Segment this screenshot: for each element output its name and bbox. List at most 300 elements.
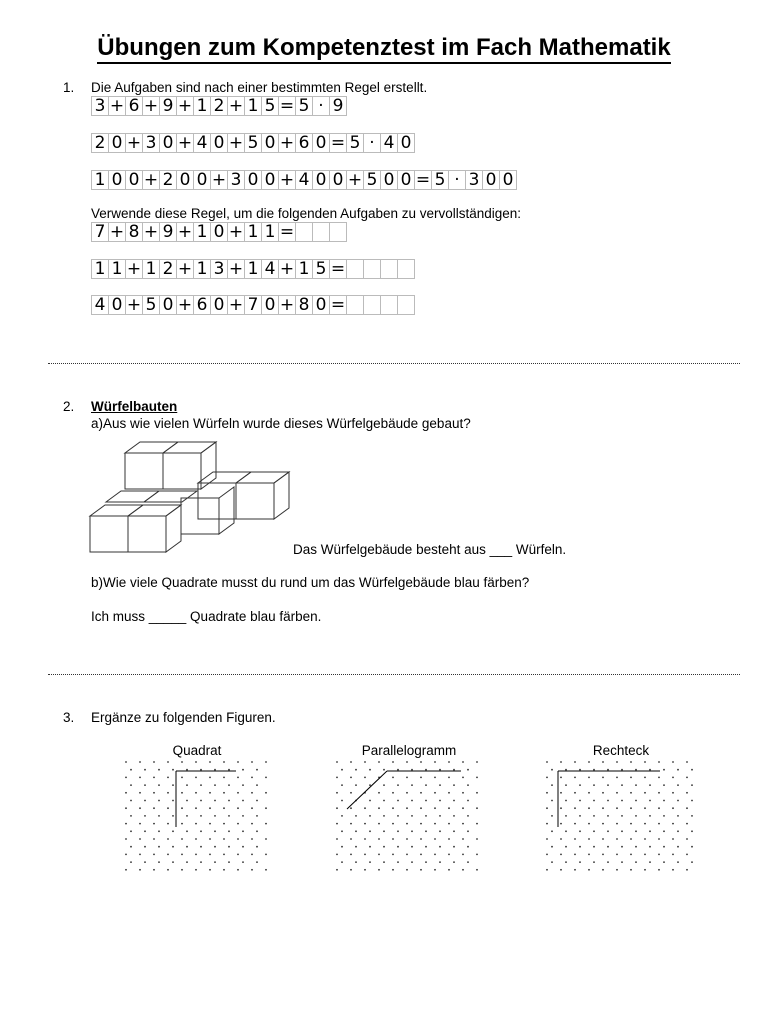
grid-dot bbox=[364, 869, 366, 871]
grid-dot bbox=[186, 861, 188, 863]
grid-dot bbox=[341, 815, 343, 817]
grid-dot bbox=[686, 854, 688, 856]
grid-dot bbox=[565, 800, 567, 802]
grid-dot bbox=[476, 869, 478, 871]
grid-dot bbox=[602, 807, 604, 809]
grid-dot bbox=[392, 792, 394, 794]
grid-dot bbox=[256, 784, 258, 786]
grid-dot bbox=[565, 784, 567, 786]
grid-dot bbox=[630, 777, 632, 779]
grid-dot bbox=[439, 846, 441, 848]
grid-dot bbox=[355, 861, 357, 863]
grid-dot bbox=[635, 784, 637, 786]
digit-cell: + bbox=[126, 294, 142, 315]
grid-dot bbox=[392, 777, 394, 779]
digit-cell: 0 bbox=[261, 133, 279, 153]
grid-dot bbox=[439, 861, 441, 863]
digit-cell: 0 bbox=[329, 170, 347, 190]
grid-dot bbox=[139, 869, 141, 871]
grid-dot bbox=[350, 854, 352, 856]
exercise-row-1[interactable] bbox=[91, 222, 347, 242]
grid-dot bbox=[560, 761, 562, 763]
grid-dot bbox=[223, 792, 225, 794]
grid-dot bbox=[265, 792, 267, 794]
grid-dot bbox=[130, 784, 132, 786]
grid-dot bbox=[467, 861, 469, 863]
grid-dot bbox=[237, 761, 239, 763]
grid-dot bbox=[649, 800, 651, 802]
grid-dot bbox=[560, 838, 562, 840]
answer-cell[interactable] bbox=[346, 259, 364, 279]
grid-dot bbox=[139, 761, 141, 763]
exercise-row-2[interactable] bbox=[91, 259, 415, 279]
cube-building-figure bbox=[88, 440, 296, 556]
grid-dot bbox=[153, 807, 155, 809]
grid-dot bbox=[242, 784, 244, 786]
digit-cell: 3 bbox=[210, 259, 228, 279]
grid-dot bbox=[139, 807, 141, 809]
grid-dot bbox=[355, 830, 357, 832]
grid-dot bbox=[593, 846, 595, 848]
grid-dot bbox=[125, 761, 127, 763]
grid-dot bbox=[406, 807, 408, 809]
grid-dot bbox=[350, 869, 352, 871]
grid-dot bbox=[649, 769, 651, 771]
grid-dot bbox=[439, 784, 441, 786]
grid-dot bbox=[378, 838, 380, 840]
grid-dot bbox=[630, 838, 632, 840]
grid-dot bbox=[448, 761, 450, 763]
example-row-1 bbox=[91, 96, 347, 116]
grid-dot bbox=[214, 784, 216, 786]
digit-cell: + bbox=[279, 169, 295, 190]
grid-dot bbox=[181, 854, 183, 856]
grid-dot bbox=[397, 830, 399, 832]
dot-grid-rectangle[interactable] bbox=[545, 760, 697, 880]
digit-cell: · bbox=[363, 133, 381, 153]
grid-dot bbox=[672, 854, 674, 856]
grid-dot bbox=[153, 823, 155, 825]
grid-dot bbox=[237, 792, 239, 794]
answer-cell[interactable] bbox=[397, 295, 415, 315]
digit-cell: 8 bbox=[295, 295, 313, 315]
grid-dot bbox=[658, 761, 660, 763]
grid-dot bbox=[195, 761, 197, 763]
digit-cell: 2 bbox=[159, 170, 177, 190]
digit-cell: 1 bbox=[261, 222, 279, 242]
grid-dot bbox=[256, 769, 258, 771]
grid-dot bbox=[237, 869, 239, 871]
grid-dot bbox=[153, 761, 155, 763]
grid-dot bbox=[364, 854, 366, 856]
grid-dot bbox=[242, 830, 244, 832]
digit-cell: 1 bbox=[91, 170, 109, 190]
grid-dot bbox=[265, 838, 267, 840]
grid-dot bbox=[448, 807, 450, 809]
digit-cell: 5 bbox=[346, 133, 364, 153]
grid-dot bbox=[448, 869, 450, 871]
grid-dot bbox=[677, 846, 679, 848]
grid-dot bbox=[186, 846, 188, 848]
grid-dot bbox=[663, 784, 665, 786]
grid-dot bbox=[200, 861, 202, 863]
grid-dot bbox=[560, 823, 562, 825]
grid-dot bbox=[551, 830, 553, 832]
answer-cell[interactable] bbox=[363, 295, 381, 315]
grid-dot bbox=[158, 830, 160, 832]
page-title bbox=[0, 34, 768, 62]
grid-dot bbox=[251, 869, 253, 871]
grid-dot bbox=[439, 830, 441, 832]
grid-dot bbox=[644, 777, 646, 779]
grid-dot bbox=[644, 823, 646, 825]
grid-dot bbox=[195, 838, 197, 840]
dot-grid-square[interactable] bbox=[124, 760, 272, 880]
grid-dot bbox=[448, 838, 450, 840]
grid-dot bbox=[158, 769, 160, 771]
grid-dot bbox=[378, 869, 380, 871]
figure-label-parallelogram: Parallelogramm bbox=[361, 743, 457, 758]
grid-dot bbox=[130, 800, 132, 802]
grid-dot bbox=[565, 830, 567, 832]
digit-cell: 4 bbox=[380, 133, 398, 153]
task2-heading: Würfelbauten bbox=[91, 399, 178, 414]
grid-dot bbox=[476, 854, 478, 856]
grid-dot bbox=[214, 846, 216, 848]
section-divider-2 bbox=[48, 674, 740, 675]
grid-dot bbox=[341, 769, 343, 771]
digit-cell: 2 bbox=[159, 259, 177, 279]
grid-dot bbox=[574, 761, 576, 763]
digit-cell: 0 bbox=[210, 295, 228, 315]
grid-dot bbox=[195, 869, 197, 871]
grid-dot bbox=[355, 846, 357, 848]
grid-dot bbox=[237, 823, 239, 825]
grid-dot bbox=[658, 854, 660, 856]
grid-dot bbox=[364, 838, 366, 840]
cube-front-left bbox=[90, 505, 143, 552]
grid-dot bbox=[214, 861, 216, 863]
grid-dot bbox=[663, 800, 665, 802]
grid-dot bbox=[616, 777, 618, 779]
digit-cell: 5 bbox=[431, 170, 449, 190]
grid-dot bbox=[214, 815, 216, 817]
grid-dot bbox=[588, 869, 590, 871]
grid-dot bbox=[172, 769, 174, 771]
answer-cell[interactable] bbox=[312, 222, 330, 242]
digit-cell: 1 bbox=[244, 259, 262, 279]
digit-cell: + bbox=[143, 95, 159, 116]
grid-dot bbox=[588, 838, 590, 840]
digit-cell: + bbox=[177, 132, 193, 153]
grid-dot bbox=[228, 830, 230, 832]
grid-dot bbox=[242, 861, 244, 863]
figure-label-rectangle: Rechteck bbox=[592, 743, 650, 758]
task3-instruction: Ergänze zu folgenden Figuren. bbox=[91, 710, 276, 725]
grid-dot bbox=[462, 777, 464, 779]
cube-mid-center-top bbox=[144, 491, 197, 502]
grid-dot bbox=[392, 869, 394, 871]
grid-dot bbox=[663, 861, 665, 863]
grid-dot bbox=[378, 823, 380, 825]
grid-dot bbox=[448, 777, 450, 779]
grid-dot bbox=[593, 800, 595, 802]
grid-dot bbox=[172, 800, 174, 802]
grid-dot bbox=[411, 815, 413, 817]
grid-dot bbox=[644, 761, 646, 763]
grid-dot bbox=[658, 869, 660, 871]
grid-dot bbox=[420, 854, 422, 856]
digit-cell: 0 bbox=[397, 170, 415, 190]
digit-cell: 0 bbox=[397, 133, 415, 153]
digit-cell: 0 bbox=[499, 170, 517, 190]
grid-dot bbox=[425, 784, 427, 786]
grid-dot bbox=[383, 769, 385, 771]
grid-dot bbox=[602, 761, 604, 763]
grid-dot bbox=[434, 807, 436, 809]
grid-dot bbox=[420, 792, 422, 794]
digit-cell: 0 bbox=[261, 295, 279, 315]
grid-dot bbox=[579, 769, 581, 771]
digit-cell: 1 bbox=[193, 259, 211, 279]
grid-dot bbox=[364, 823, 366, 825]
grid-dot bbox=[355, 815, 357, 817]
digit-cell: 0 bbox=[176, 170, 194, 190]
digit-cell: + bbox=[177, 221, 193, 242]
grid-dot bbox=[209, 792, 211, 794]
grid-dot bbox=[462, 838, 464, 840]
digit-cell: 3 bbox=[465, 170, 483, 190]
grid-dot bbox=[560, 854, 562, 856]
digit-cell: + bbox=[126, 132, 142, 153]
grid-dot bbox=[476, 823, 478, 825]
grid-dot bbox=[383, 846, 385, 848]
grid-dot bbox=[341, 830, 343, 832]
digit-cell: 7 bbox=[244, 295, 262, 315]
grid-dot bbox=[383, 784, 385, 786]
grid-dot bbox=[677, 769, 679, 771]
digit-cell: + bbox=[279, 132, 295, 153]
task2-question-a: a)Aus wie vielen Würfeln wurde dieses Würfelgebäude gebaut? bbox=[91, 416, 471, 431]
grid-dot bbox=[392, 761, 394, 763]
digit-cell: + bbox=[177, 95, 193, 116]
grid-dot bbox=[644, 838, 646, 840]
grid-dot bbox=[434, 854, 436, 856]
grid-dot bbox=[434, 777, 436, 779]
task1-instruction: Verwende diese Regel, um die folgenden Aufgaben zu vervollständigen: bbox=[91, 206, 522, 221]
digit-cell: 4 bbox=[261, 259, 279, 279]
grid-dot bbox=[672, 838, 674, 840]
grid-dot bbox=[635, 815, 637, 817]
grid-dot bbox=[546, 854, 548, 856]
grid-dot bbox=[579, 846, 581, 848]
grid-dot bbox=[630, 869, 632, 871]
grid-dot bbox=[420, 823, 422, 825]
grid-dot bbox=[383, 830, 385, 832]
grid-dot bbox=[677, 861, 679, 863]
grid-dot bbox=[186, 784, 188, 786]
grid-dot bbox=[677, 784, 679, 786]
grid-dot bbox=[369, 830, 371, 832]
grid-dot bbox=[663, 846, 665, 848]
answer-cell[interactable] bbox=[380, 259, 398, 279]
digit-cell: 1 bbox=[244, 96, 262, 116]
grid-dot bbox=[158, 784, 160, 786]
grid-dot bbox=[181, 792, 183, 794]
grid-dot bbox=[350, 777, 352, 779]
grid-dot bbox=[355, 784, 357, 786]
digit-cell: 0 bbox=[210, 222, 228, 242]
grid-dot bbox=[574, 792, 576, 794]
grid-dot bbox=[453, 800, 455, 802]
grid-dot bbox=[602, 823, 604, 825]
grid-dot bbox=[621, 800, 623, 802]
digit-cell: 5 bbox=[363, 170, 381, 190]
digit-cell: 4 bbox=[91, 295, 109, 315]
grid-dot bbox=[228, 846, 230, 848]
grid-dot bbox=[579, 784, 581, 786]
grid-dot bbox=[677, 800, 679, 802]
grid-dot bbox=[209, 777, 211, 779]
answer-cell[interactable] bbox=[295, 222, 313, 242]
grid-dot bbox=[369, 846, 371, 848]
digit-cell: + bbox=[109, 221, 125, 242]
grid-dot bbox=[546, 807, 548, 809]
cube-back-mid bbox=[198, 472, 251, 519]
grid-dot bbox=[383, 800, 385, 802]
answer-cell[interactable] bbox=[329, 222, 347, 242]
grid-dot bbox=[663, 769, 665, 771]
grid-dot bbox=[209, 869, 211, 871]
exercise-row-3[interactable] bbox=[91, 295, 415, 315]
grid-dot bbox=[153, 777, 155, 779]
digit-cell: 1 bbox=[193, 222, 211, 242]
grid-dot bbox=[649, 846, 651, 848]
grid-dot bbox=[392, 854, 394, 856]
grid-dot bbox=[607, 784, 609, 786]
grid-dot bbox=[144, 800, 146, 802]
grid-dot bbox=[411, 784, 413, 786]
grid-dot bbox=[467, 815, 469, 817]
grid-dot bbox=[406, 792, 408, 794]
grid-dot bbox=[369, 815, 371, 817]
grid-dot bbox=[251, 777, 253, 779]
grid-dot bbox=[139, 838, 141, 840]
grid-dot bbox=[602, 777, 604, 779]
digit-cell: 0 bbox=[482, 170, 500, 190]
grid-dot bbox=[242, 800, 244, 802]
grid-dot bbox=[350, 838, 352, 840]
grid-dot bbox=[551, 784, 553, 786]
grid-dot bbox=[411, 846, 413, 848]
answer-cell[interactable] bbox=[397, 259, 415, 279]
digit-cell: = bbox=[279, 95, 295, 116]
grid-dot bbox=[406, 854, 408, 856]
grid-dot bbox=[265, 807, 267, 809]
grid-dot bbox=[369, 769, 371, 771]
digit-cell: 0 bbox=[312, 133, 330, 153]
grid-dot bbox=[672, 777, 674, 779]
grid-dot bbox=[130, 815, 132, 817]
grid-dot bbox=[691, 784, 693, 786]
grid-dot bbox=[181, 777, 183, 779]
grid-dot bbox=[588, 761, 590, 763]
grid-dot bbox=[336, 854, 338, 856]
digit-cell: 6 bbox=[295, 133, 313, 153]
digit-cell: 1 bbox=[244, 222, 262, 242]
digit-cell: + bbox=[177, 294, 193, 315]
grid-dot bbox=[616, 823, 618, 825]
grid-dot bbox=[228, 784, 230, 786]
grid-dot bbox=[223, 823, 225, 825]
grid-dot bbox=[336, 777, 338, 779]
digit-cell: 5 bbox=[312, 259, 330, 279]
grid-dot bbox=[125, 777, 127, 779]
digit-cell: = bbox=[330, 132, 346, 153]
grid-dot bbox=[686, 777, 688, 779]
answer-cell[interactable] bbox=[363, 259, 381, 279]
task2-answer-b: Ich muss _____ Quadrate blau färben. bbox=[91, 609, 322, 624]
grid-dot bbox=[420, 869, 422, 871]
grid-dot bbox=[560, 777, 562, 779]
grid-dot bbox=[125, 838, 127, 840]
grid-dot bbox=[139, 854, 141, 856]
grid-dot bbox=[434, 761, 436, 763]
grid-dot bbox=[565, 846, 567, 848]
grid-dot bbox=[686, 792, 688, 794]
grid-dot bbox=[579, 815, 581, 817]
grid-dot bbox=[658, 792, 660, 794]
digit-cell: + bbox=[228, 95, 244, 116]
grid-dot bbox=[256, 800, 258, 802]
grid-dot bbox=[658, 807, 660, 809]
grid-dot bbox=[167, 792, 169, 794]
grid-dot bbox=[350, 761, 352, 763]
grid-dot bbox=[574, 854, 576, 856]
grid-dot bbox=[158, 815, 160, 817]
grid-dot bbox=[453, 861, 455, 863]
grid-dot bbox=[588, 823, 590, 825]
digit-cell: 5 bbox=[244, 133, 262, 153]
grid-dot bbox=[172, 861, 174, 863]
grid-dot bbox=[607, 846, 609, 848]
grid-dot bbox=[378, 854, 380, 856]
grid-dot bbox=[181, 823, 183, 825]
grid-dot bbox=[406, 777, 408, 779]
grid-dot bbox=[439, 800, 441, 802]
grid-dot bbox=[228, 800, 230, 802]
grid-dot bbox=[602, 792, 604, 794]
grid-dot bbox=[411, 800, 413, 802]
grid-dot bbox=[453, 830, 455, 832]
grid-dot bbox=[181, 869, 183, 871]
grid-dot bbox=[144, 815, 146, 817]
grid-dot bbox=[397, 800, 399, 802]
grid-dot bbox=[223, 777, 225, 779]
answer-cell[interactable] bbox=[346, 295, 364, 315]
dot-grid-parallelogram[interactable] bbox=[335, 760, 483, 880]
grid-dot bbox=[649, 861, 651, 863]
digit-cell: 1 bbox=[295, 259, 313, 279]
grid-dot bbox=[242, 846, 244, 848]
grid-dot bbox=[209, 761, 211, 763]
grid-dot bbox=[630, 854, 632, 856]
answer-cell[interactable] bbox=[380, 295, 398, 315]
grid-dot bbox=[242, 769, 244, 771]
grid-dot bbox=[181, 761, 183, 763]
grid-dot bbox=[616, 838, 618, 840]
grid-dot bbox=[336, 838, 338, 840]
